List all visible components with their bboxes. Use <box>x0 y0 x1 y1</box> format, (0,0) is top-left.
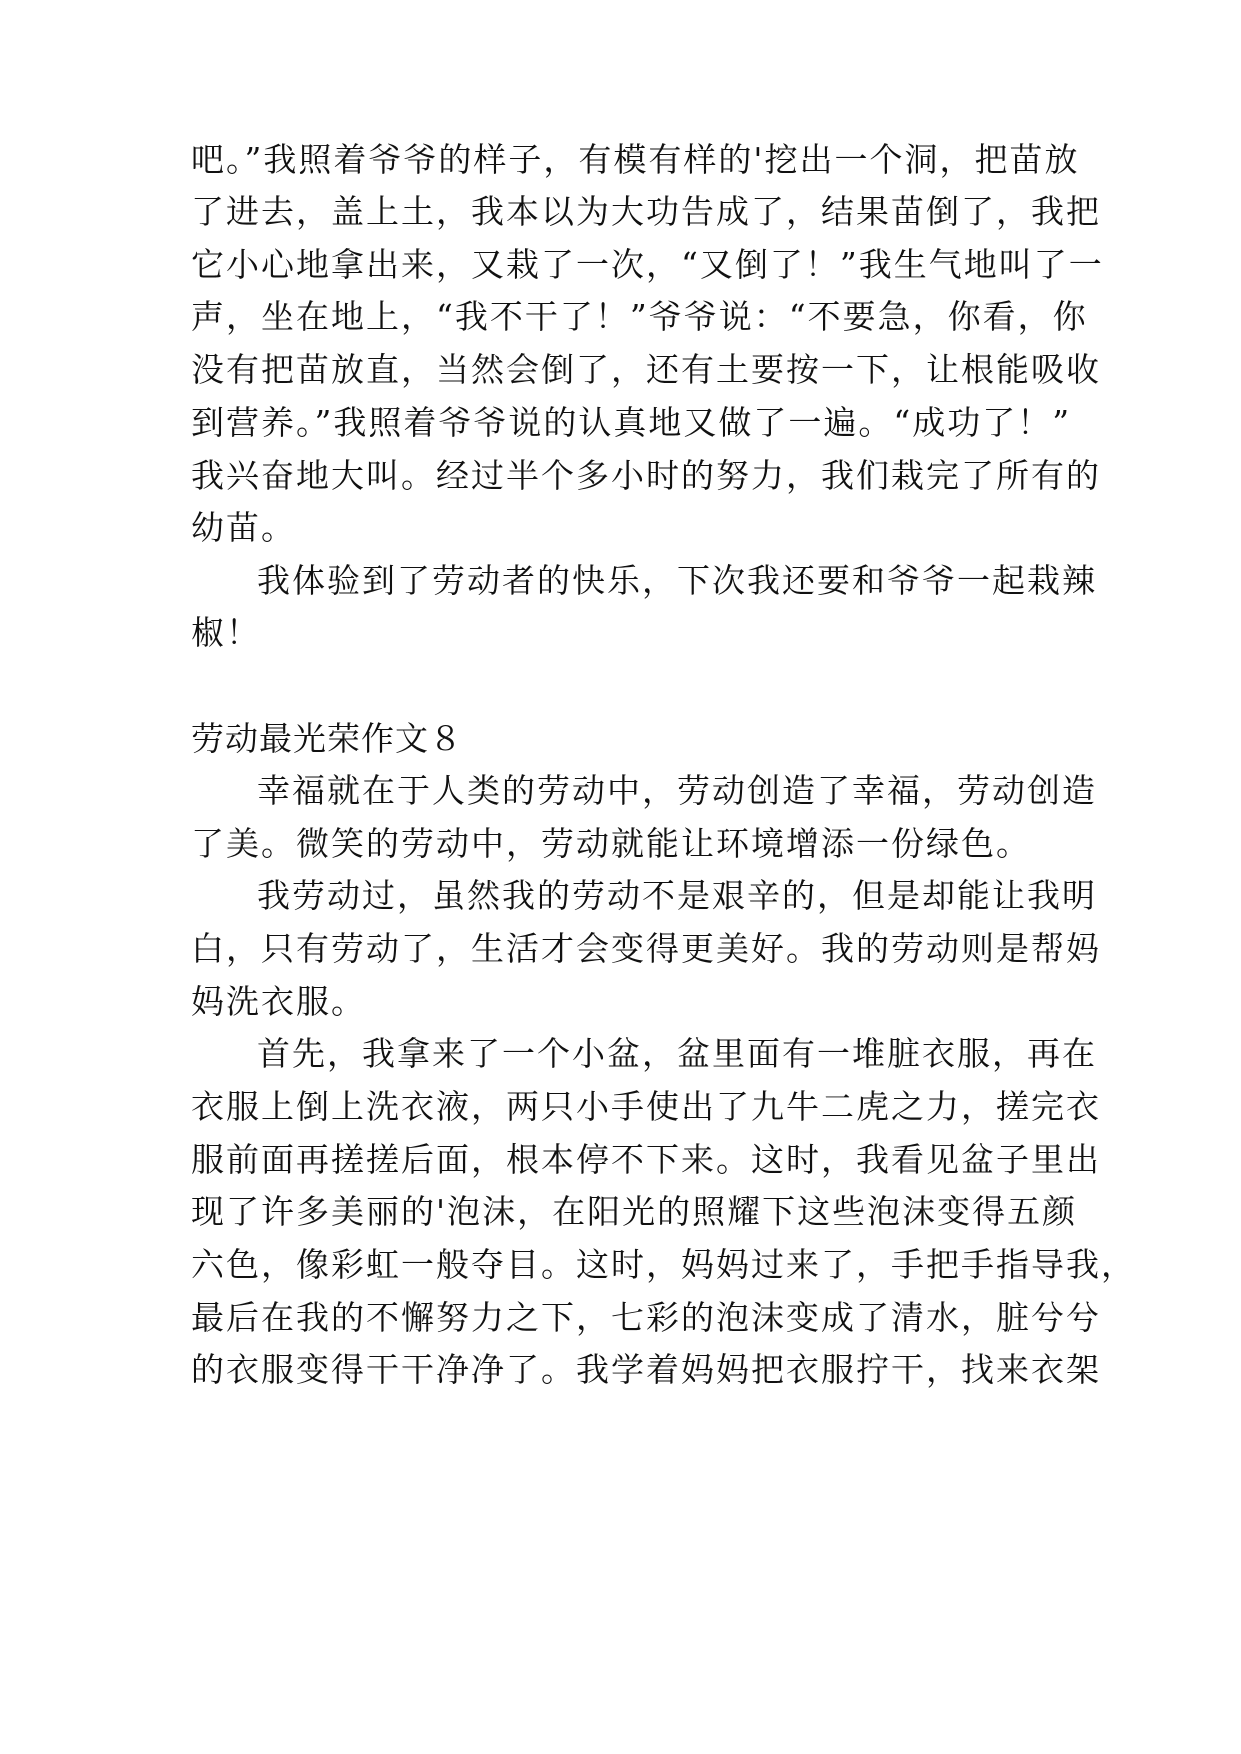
text-line: 服前面再搓搓后面，根本停不下来。这时，我看见盆子里出 <box>191 1140 1101 1179</box>
text-line: 现了许多美丽的'泡沫，在阳光的照耀下这些泡沫变得五颜 <box>191 1192 1078 1231</box>
text-line: 幼苗。 <box>191 508 296 547</box>
text-line: 衣服上倒上洗衣液，两只小手使出了九牛二虎之力，搓完衣 <box>191 1087 1101 1126</box>
text-line: 六色，像彩虹一般夺目。这时，妈妈过来了，手把手指导我， <box>191 1245 1136 1284</box>
text-line: 椒！ <box>191 613 261 652</box>
text-line: 到营养。”我照着爷爷说的认真地又做了一遍。“成功了！” <box>191 403 1072 442</box>
text-line: 白，只有劳动了，生活才会变得更美好。我的劳动则是帮妈 <box>191 929 1101 968</box>
text-line: 我兴奋地大叫。经过半个多小时的努力，我们栽完了所有的 <box>191 456 1101 495</box>
text-line: 幸福就在于人类的劳动中，劳动创造了幸福，劳动创造 <box>257 771 1097 810</box>
text-line: 妈洗衣服。 <box>191 982 366 1021</box>
text-line: 的衣服变得干干净净了。我学着妈妈把衣服拧干，找来衣架 <box>191 1350 1101 1389</box>
text-line: 吧。”我照着爷爷的样子，有模有样的'挖出一个洞，把苗放 <box>191 140 1080 179</box>
text-line: 我劳动过，虽然我的劳动不是艰辛的，但是却能让我明 <box>257 876 1097 915</box>
text-line: 它小心地拿出来，又栽了一次，“又倒了！”我生气地叫了一 <box>191 245 1104 284</box>
text-line: 了美。微笑的劳动中，劳动就能让环境增添一份绿色。 <box>191 824 1031 863</box>
text-line: 了进去，盖上土，我本以为大功告成了，结果苗倒了，我把 <box>191 192 1101 231</box>
section-title: 劳动最光荣作文８ <box>191 719 463 758</box>
text-line: 最后在我的不懈努力之下，七彩的泡沫变成了清水，脏兮兮 <box>191 1298 1101 1337</box>
text-line: 首先，我拿来了一个小盆，盆里面有一堆脏衣服，再在 <box>257 1034 1097 1073</box>
text-line: 我体验到了劳动者的快乐，下次我还要和爷爷一起栽辣 <box>257 561 1097 600</box>
text-line: 没有把苗放直，当然会倒了，还有土要按一下，让根能吸收 <box>191 350 1101 389</box>
text-line: 声，坐在地上，“我不干了！”爷爷说：“不要急，你看，你 <box>191 297 1088 336</box>
